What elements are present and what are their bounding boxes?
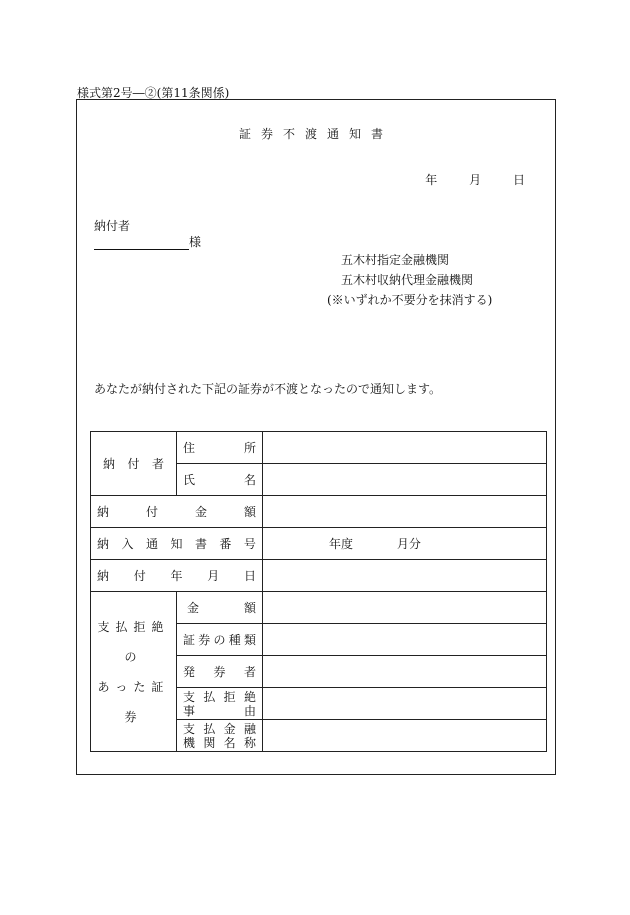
amount-value	[263, 496, 547, 528]
issuer-line-2: 五木村収納代理金融機関	[341, 273, 474, 287]
dishonor-kind-label: 証 券 の 種 類	[177, 624, 263, 656]
month-part-label: 月分	[396, 537, 421, 551]
name-value	[263, 464, 547, 496]
address-value	[263, 432, 547, 464]
nendo-label: 年度	[329, 537, 354, 551]
document-title: 証券不渡通知書	[238, 127, 393, 141]
address-label: 住 所	[177, 432, 263, 464]
payer-label: 納付者	[94, 219, 131, 233]
dishonor-reason-value	[263, 688, 547, 720]
dishonor-reason-label: 支 払 拒 絶 事 由	[177, 688, 263, 720]
dishonor-amount-value	[263, 592, 547, 624]
payer-name-blank	[94, 237, 189, 250]
payer-suffix: 様	[189, 235, 202, 249]
table-row	[91, 528, 547, 560]
payer-name-line	[94, 233, 201, 250]
table-row	[91, 560, 547, 592]
date-day: 日	[512, 173, 525, 187]
dishonor-group-label: 支払拒絶の あった証券	[91, 592, 177, 752]
issuer-note: (※いずれか不要分を抹消する)	[327, 293, 493, 307]
table-row	[91, 592, 547, 624]
amount-label: 納 付 金 額	[91, 496, 263, 528]
dishonor-issuer-label: 発 券 者	[177, 656, 263, 688]
date-month: 月	[469, 173, 482, 187]
date-year: 年	[425, 173, 438, 187]
dishonor-bank-label: 支 払 金 融 機 関 名 称	[177, 720, 263, 752]
issuer-block	[327, 250, 492, 310]
dishonor-amount-label: 金 額	[177, 592, 263, 624]
table-row	[91, 432, 547, 464]
notice-number-label: 納 入 通 知 書 番 号	[91, 528, 263, 560]
table-row	[91, 496, 547, 528]
dishonor-kind-value	[263, 624, 547, 656]
name-label: 氏 名	[177, 464, 263, 496]
document-frame	[76, 99, 556, 775]
payment-date-label: 納 付 年 月 日	[91, 560, 263, 592]
notice-number-value	[263, 528, 547, 560]
payer-group-label: 納 付 者	[91, 432, 177, 496]
notice-table	[90, 431, 547, 752]
issuer-line-1: 五木村指定金融機関	[341, 253, 450, 267]
date-line	[397, 171, 525, 188]
dishonor-issuer-value	[263, 656, 547, 688]
notice-message: あなたが納付された下記の証券が不渡となったので通知します。	[94, 382, 442, 396]
form-label: 様式第2号―②(第11条関係)	[77, 86, 230, 100]
dishonor-bank-value	[263, 720, 547, 752]
payment-date-value	[263, 560, 547, 592]
